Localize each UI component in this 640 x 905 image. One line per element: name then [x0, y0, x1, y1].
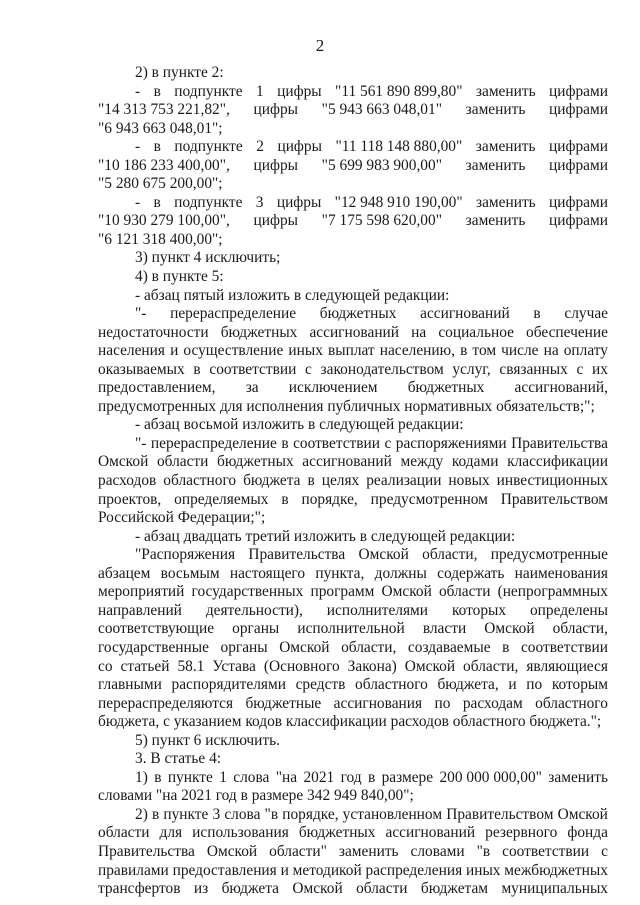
word: "5 943 663 048,01" [321, 101, 442, 119]
word: слова [224, 805, 261, 823]
word: бюджета [221, 880, 279, 898]
word: со [98, 657, 113, 675]
word: реализации [366, 472, 442, 490]
text-line: бюджета, с указанием кодов классификации расходов областного бюджета."; [98, 713, 602, 731]
word: области, [341, 638, 397, 656]
word: социальное [438, 323, 514, 341]
word: области [156, 453, 209, 471]
text-line [98, 435, 608, 454]
word: "- [135, 434, 147, 452]
word: областного [163, 472, 237, 490]
word: Омской [381, 583, 432, 601]
word: из [193, 880, 209, 898]
word: распоряжениями [395, 434, 507, 452]
word: "11 561 890 899,80" [335, 82, 463, 100]
text-line: 2) в пункте 2: [135, 64, 224, 81]
word: заменить [476, 193, 536, 211]
text-line [98, 824, 608, 843]
text-line [98, 546, 608, 565]
word: содержать [437, 564, 505, 582]
word: межбюджетных [504, 861, 608, 879]
word: "в [264, 805, 279, 823]
word: (непрограммных [497, 583, 608, 601]
word: подпункте [174, 193, 243, 211]
word: перераспределение [170, 305, 297, 323]
word: в [502, 638, 510, 656]
word: области, [552, 620, 608, 638]
text-line [98, 769, 608, 788]
text-line [98, 453, 608, 472]
word: осуществление [183, 342, 284, 360]
word: бюджетных [217, 453, 294, 471]
word: Омской [279, 638, 330, 656]
word: выплат [327, 342, 375, 360]
word: Омской [206, 842, 258, 860]
word: пункте [163, 805, 209, 823]
word: слова [233, 768, 270, 786]
word: заменить [338, 842, 399, 860]
text-line: 4) в пункте 5: [135, 268, 224, 286]
text-line [98, 676, 608, 695]
text-line [98, 862, 608, 881]
word: соответствии [520, 638, 608, 656]
word: установленном [342, 805, 443, 823]
word: соответствии [502, 842, 590, 860]
word: области, [463, 657, 519, 675]
word: новых [448, 472, 490, 490]
text-line [98, 194, 608, 213]
text-line [98, 212, 608, 231]
text-line [98, 583, 608, 602]
word: в [151, 805, 160, 823]
word: Омской [484, 620, 535, 638]
word: области [98, 824, 150, 842]
word: создаваемые [407, 638, 491, 656]
word: с [576, 360, 584, 378]
word: областного [535, 694, 608, 712]
text-line: 3) пункт 4 исключить; [135, 249, 281, 267]
word: определяемых [174, 490, 269, 508]
text-line [98, 806, 608, 825]
word: классификации [507, 453, 608, 471]
word: ассигнований [385, 824, 476, 842]
word: связанных [499, 360, 568, 378]
word: "10 186 233 400,00", [98, 156, 230, 174]
word: пункта, [315, 564, 365, 582]
text-line: - абзац восьмой изложить в следующей редакции: [135, 416, 464, 434]
word: в [367, 768, 376, 786]
word: Омской [292, 880, 343, 898]
word: которым [551, 676, 608, 694]
word: 200 000 000,00" [439, 768, 542, 786]
word: 1 [256, 82, 264, 100]
word: перераспределяются [98, 694, 234, 712]
word: цифры [277, 82, 322, 100]
word: в [153, 138, 161, 156]
text-line [98, 695, 608, 714]
text-line [98, 639, 608, 658]
word: должны [374, 564, 427, 582]
text-line: - абзац пятый изложить в следующей редакции: [135, 286, 450, 304]
word: с [305, 360, 312, 378]
word: Омской [98, 453, 149, 471]
page-number: 2 [315, 36, 325, 55]
word: расходам [462, 694, 523, 712]
word: настоящего [229, 564, 306, 582]
word: фонда [567, 824, 608, 842]
word: год [340, 768, 362, 786]
word: органы [220, 638, 268, 656]
word: цифры [276, 193, 322, 211]
word: абзацем [98, 564, 151, 582]
word: государственных [191, 583, 304, 601]
word: наименования [514, 564, 608, 582]
word: пункте [167, 768, 213, 786]
word: Омской [557, 805, 608, 823]
word: в [154, 768, 162, 786]
word: в [533, 305, 541, 323]
text-line: предусмотренных для исполнения публичных нормативных обязательств;"; [98, 397, 595, 415]
text-line [98, 138, 608, 157]
word: расходов [98, 472, 157, 490]
word: оплату [563, 342, 608, 360]
word: цифрами [549, 138, 608, 156]
word: Правительством [500, 490, 608, 508]
word: (Основного [263, 657, 340, 675]
word: исполнителями [326, 601, 429, 619]
word: порядке, [282, 805, 339, 823]
word: в [193, 360, 201, 378]
word: и [280, 861, 289, 879]
text-line [98, 324, 608, 343]
word: бюджета [243, 472, 301, 490]
word: статьей [120, 657, 170, 675]
word: случае [564, 305, 608, 323]
word: органы [232, 620, 280, 638]
word: резервного [485, 824, 558, 842]
word: "на [275, 768, 298, 786]
text-line [98, 305, 608, 324]
word: цифрами [549, 82, 608, 100]
word: по [526, 676, 543, 694]
word: Правительства [98, 842, 195, 860]
word: населения [98, 342, 165, 360]
word: "11 118 148 880,00" [335, 138, 463, 156]
text-line [98, 83, 608, 102]
word: распределения [365, 861, 463, 879]
word: бюджета, [437, 676, 499, 694]
word: оказываемых [98, 360, 185, 378]
word: предоставления [172, 861, 277, 879]
word: "5 699 983 900,00" [321, 156, 442, 174]
word: цифрами [549, 212, 608, 230]
word: заменить [475, 82, 536, 100]
word: области, [422, 546, 478, 564]
word: порядке, [301, 490, 358, 508]
word: в [307, 472, 315, 490]
word: в [153, 82, 161, 100]
word: "Распоряжения [135, 546, 236, 564]
word: целях [321, 472, 360, 490]
word: на [543, 342, 559, 360]
word: 1 [219, 768, 227, 786]
word: цифры [253, 101, 298, 119]
word: средств [295, 676, 346, 694]
word: соответствии [209, 360, 297, 378]
word: области [438, 583, 491, 601]
word: в [460, 342, 468, 360]
word: и [508, 676, 517, 694]
word: использования [192, 824, 289, 842]
word: исключением [288, 379, 378, 397]
word: заменить [465, 212, 526, 230]
word: цифры [277, 138, 322, 156]
text-line: "6 121 318 400,00"; [98, 230, 223, 248]
word: мероприятий [98, 583, 185, 601]
text-line: "6 943 663 048,01"; [98, 119, 223, 137]
word: ассигнований [302, 453, 392, 471]
word: размере [381, 768, 434, 786]
word: муниципальных [501, 880, 608, 898]
word: власти [422, 620, 467, 638]
word: и [170, 342, 179, 360]
text-line [98, 565, 608, 584]
word: цифры [253, 212, 298, 230]
word: программ [310, 583, 375, 601]
word: ассигнований [420, 305, 510, 323]
word: с [384, 434, 392, 452]
word: 3 [212, 805, 221, 823]
word: области [356, 880, 408, 898]
text-line [98, 843, 608, 862]
word: "- [135, 305, 147, 323]
word: - [135, 138, 141, 156]
word: - [135, 193, 141, 211]
word: Закона) [347, 657, 397, 675]
word: являющиеся [526, 657, 608, 675]
word: 1) [135, 768, 148, 786]
word: 2) [135, 805, 148, 823]
word: исполнительной [297, 620, 405, 638]
text-line [98, 472, 608, 491]
word: бюджетных [319, 305, 397, 323]
word: 3 [255, 193, 264, 211]
word: заменить [548, 768, 608, 786]
text-line: 3. В статье 4: [135, 750, 222, 768]
word: бюджетам [420, 880, 489, 898]
word: законодательством [320, 360, 444, 378]
word: предоставлением, [98, 379, 216, 397]
text-line [98, 620, 608, 639]
word: бюджетные [245, 694, 322, 712]
word: за [245, 379, 259, 397]
word: заменить [475, 138, 536, 156]
word: Устава [212, 657, 256, 675]
text-line: Российской Федерации;"; [98, 509, 266, 527]
word: их [592, 360, 608, 378]
word: ассигнований [309, 323, 400, 341]
word: 2 [256, 138, 264, 156]
word: главными [98, 676, 162, 694]
document-body [98, 64, 608, 899]
word: в [281, 434, 289, 452]
text-line: словами "на 2021 год в размере 342 949 840,00"; [98, 787, 414, 805]
word: кодами [451, 453, 499, 471]
word: направлений [98, 601, 182, 619]
text-line: 5) пункт 6 исключить. [135, 731, 280, 749]
word: "в [476, 842, 491, 860]
word: Правительства [511, 434, 608, 452]
word: трансфертов [98, 880, 181, 898]
text-line: "5 280 675 200,00"; [98, 175, 223, 193]
word: соответствующие [98, 620, 215, 638]
word: цифрами [549, 156, 608, 174]
word: том [472, 342, 497, 360]
word: инвестиционных [496, 472, 608, 490]
word: Омской [358, 546, 409, 564]
word: предусмотренные [490, 546, 608, 564]
word: деятельности), [205, 601, 303, 619]
word: Омской [404, 657, 456, 675]
word: иных [288, 342, 323, 360]
word: подпункте [174, 82, 243, 100]
text-line [98, 157, 608, 176]
word: определены [529, 601, 608, 619]
word: соответствии [293, 434, 381, 452]
word: для [159, 824, 183, 842]
text-line [98, 342, 608, 361]
word: распорядителями [171, 676, 286, 694]
word: с [601, 842, 608, 860]
word: восьмым [160, 564, 220, 582]
word: между [400, 453, 444, 471]
word: "7 175 598 620,00" [321, 212, 442, 230]
word: иных [465, 861, 501, 879]
word: которых [451, 601, 507, 619]
word: Правительством [446, 805, 554, 823]
word: 58.1 [177, 657, 205, 675]
word: заменить [465, 156, 526, 174]
word: ассигнования [333, 694, 423, 712]
word: словами [410, 842, 465, 860]
word: числе [501, 342, 539, 360]
word: заменить [465, 101, 526, 119]
text-line [98, 880, 608, 899]
text-line [98, 491, 608, 510]
text-line [98, 361, 608, 380]
word: бюджетных [407, 379, 485, 397]
word: в [281, 490, 289, 508]
word: "14 313 753 221,82", [98, 101, 230, 119]
word: методикой [292, 861, 362, 879]
word: ассигнований, [514, 379, 608, 397]
word: подпункте [174, 138, 243, 156]
word: на [411, 323, 427, 341]
word: услуг, [452, 360, 491, 378]
word: областного [355, 676, 428, 694]
word: Правительства [248, 546, 346, 564]
word: 2021 [303, 768, 335, 786]
word: области" [269, 842, 327, 860]
word: проектов, [98, 490, 162, 508]
word: недостаточности [98, 323, 209, 341]
word: бюджетных [220, 323, 298, 341]
word: перераспределение [150, 434, 277, 452]
word: - [135, 82, 141, 100]
word: бюджетных [298, 824, 376, 842]
text-line [98, 379, 608, 398]
text-line [98, 101, 608, 120]
text-line [98, 602, 608, 621]
word: населению, [379, 342, 455, 360]
word: цифры [253, 156, 298, 174]
text-line: - абзац двадцать третий изложить в следующей редакции: [135, 527, 516, 545]
word: предусмотренном [370, 490, 488, 508]
text-line [98, 658, 608, 677]
word: цифрами [549, 193, 608, 211]
word: в [153, 193, 161, 211]
word: обеспечение [526, 323, 608, 341]
word: по [434, 694, 451, 712]
word: "12 948 910 190,00" [334, 193, 463, 211]
word: правилами [98, 861, 169, 879]
word: государственные [98, 638, 209, 656]
word: "10 930 279 100,00", [98, 212, 230, 230]
word: цифрами [549, 101, 608, 119]
